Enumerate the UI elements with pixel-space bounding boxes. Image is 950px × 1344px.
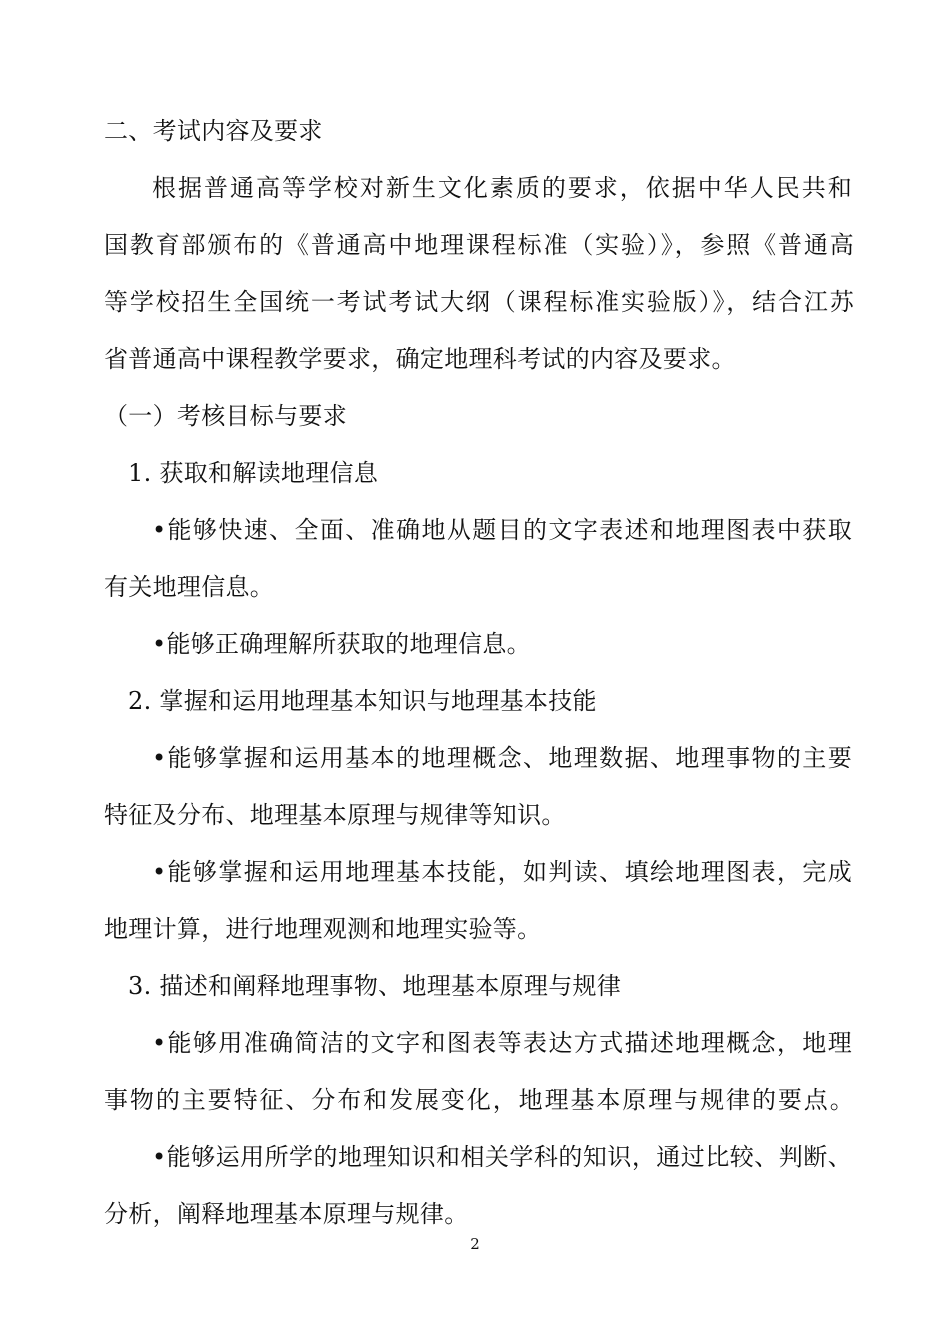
paragraph-line: 特征及分布、地理基本原理与规律等知识。: [104, 801, 566, 829]
item-heading: 2. 掌握和运用地理基本知识与地理基本技能: [128, 687, 597, 715]
paragraph-line: 事物的主要特征、分布和发展变化，地理基本原理与规律的要点。: [104, 1086, 854, 1114]
subsection-heading: （一）考核目标与要求: [104, 402, 347, 430]
paragraph-line: 有关地理信息。: [104, 573, 275, 601]
paragraph-line: 等学校招生全国统一考试考试大纲（课程标准实验版）》，结合江苏: [104, 288, 854, 316]
bullet-line: •能够用准确简洁的文字和图表等表达方式描述地理概念，地理: [152, 1029, 852, 1057]
item-heading: 3. 描述和阐释地理事物、地理基本原理与规律: [128, 972, 622, 1000]
bullet-line: •能够快速、全面、准确地从题目的文字表述和地理图表中获取: [152, 516, 852, 544]
bullet-line: •能够掌握和运用地理基本技能，如判读、填绘地理图表，完成: [152, 858, 852, 886]
paragraph-line: 分析，阐释地理基本原理与规律。: [104, 1200, 469, 1228]
page-number: 2: [470, 1235, 480, 1253]
paragraph-line: 地理计算，进行地理观测和地理实验等。: [104, 915, 542, 943]
section-heading: 二、考试内容及要求: [104, 117, 323, 145]
bullet-line: •能够正确理解所获取的地理信息。: [152, 630, 531, 658]
bullet-line: •能够运用所学的地理知识和相关学科的知识，通过比较、判断、: [152, 1143, 852, 1171]
item-heading: 1. 获取和解读地理信息: [128, 459, 379, 487]
paragraph-line: 省普通高中课程教学要求，确定地理科考试的内容及要求。: [104, 345, 736, 373]
bullet-line: •能够掌握和运用基本的地理概念、地理数据、地理事物的主要: [152, 744, 852, 772]
paragraph-line: 国教育部颁布的《普通高中地理课程标准（实验）》，参照《普通高: [104, 231, 854, 259]
paragraph-line: 根据普通高等学校对新生文化素质的要求，依据中华人民共和: [152, 174, 852, 202]
